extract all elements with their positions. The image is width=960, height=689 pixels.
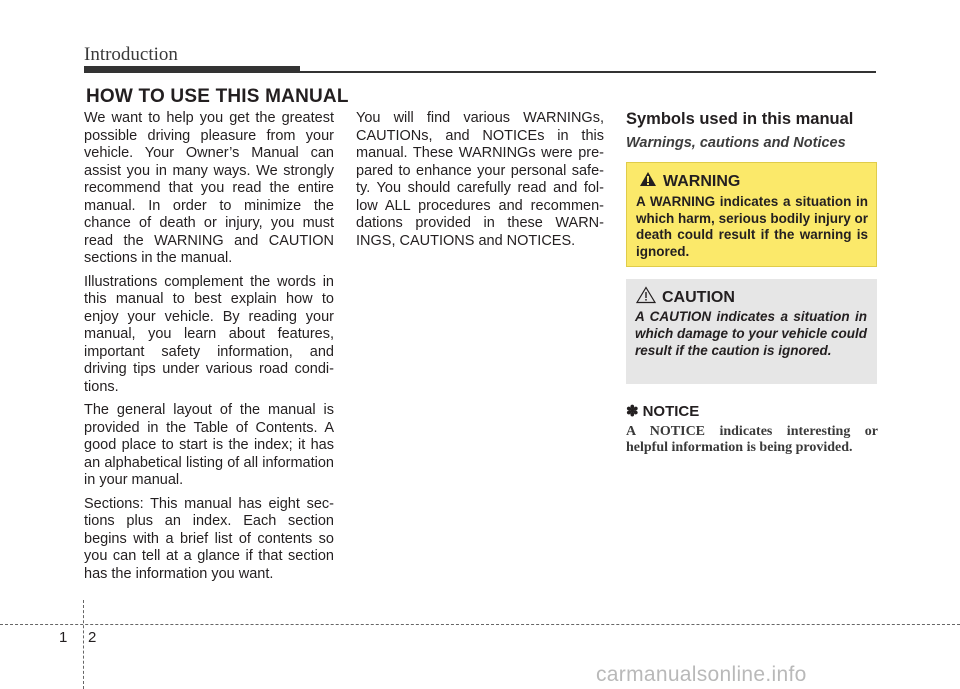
warning-text: A WARNING indicates a situation in which harm, serious bodily injury or death could result if the warning is ignored. — [636, 194, 868, 259]
footer-rule — [0, 624, 960, 625]
footer-vertical-rule — [83, 600, 84, 689]
symbols-heading: Symbols used in this manual — [626, 110, 854, 128]
body-column-1 — [84, 110, 334, 589]
body-column-2 — [356, 110, 604, 256]
caution-box — [626, 279, 877, 384]
caution-header — [636, 286, 735, 309]
page-number: 2 — [88, 629, 97, 646]
header-rule-thick — [84, 66, 300, 73]
paragraph: Sections: This manual has eight sections plus an index. Each section begins with a brief list of contents so you can tell at a glance if that section has the information you want. — [84, 495, 334, 582]
caution-label: CAUTION — [662, 288, 735, 306]
warning-box — [626, 162, 877, 267]
section-header-title: Introduction — [84, 44, 178, 65]
page-title: HOW TO USE THIS MANUAL — [86, 86, 349, 107]
notice-star-icon: ✽ — [626, 403, 639, 420]
watermark: carmanualsonline.info — [596, 663, 807, 686]
caution-text: A CAUTION indicates a situation in which damage to your vehicle could result if the caution is ignored. — [635, 309, 867, 358]
paragraph: You will find various WARNINGs, CAUTIONs, and NOTICEs in this manual. These WARNINGs were prepared to enhance your personal safety. You should carefully read and follow ALL procedures and recommendations provided in these WARNINGS, CAUTIONS and NOTICES. — [356, 110, 604, 249]
warning-header — [639, 171, 740, 192]
paragraph: Illustrations complement the words in this manual to best explain how to enjoy your vehicle. By reading your manual, you learn about features, important safety information, and driving tips under various road conditions. — [84, 273, 334, 395]
warning-label: WARNING — [663, 172, 741, 190]
notice-text: A NOTICE indicates interesting or helpful information is being provided. — [626, 424, 878, 455]
symbols-subheading: Warnings, cautions and Notices — [626, 135, 846, 151]
warning-triangle-icon — [639, 171, 657, 192]
notice-label: NOTICE — [642, 402, 700, 420]
header-rule-thin — [300, 71, 876, 73]
paragraph: We want to help you get the greatest possible driving pleasure from your vehicle. Your Owner’s Manual can assist you in many ways. We strongly recommend that you read the entire manual. In order to minimize the chance of death or injury, you must read the WARNING and CAUTION sections in the manual. — [84, 110, 334, 266]
chapter-number: 1 — [59, 629, 68, 646]
caution-triangle-icon — [636, 286, 656, 309]
notice-heading — [626, 402, 699, 420]
paragraph: The general layout of the manual is provided in the Table of Contents. A good place to start is the index; it has an alphabetical listing of all information in your manual. — [84, 402, 334, 488]
